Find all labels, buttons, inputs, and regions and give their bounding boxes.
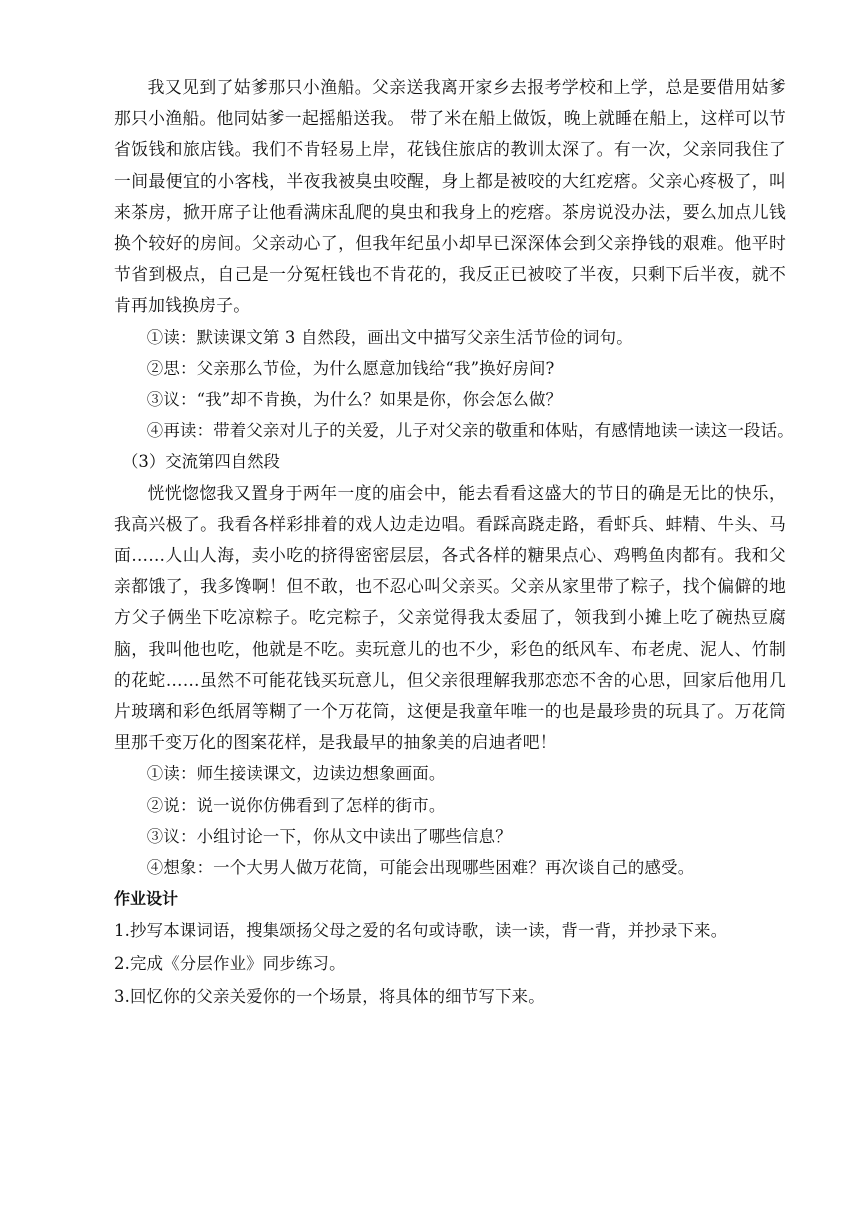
homework-item-1: 1.抄写本课词语，搜集颂扬父母之爱的名句或诗歌，读一读，背一背，并抄录下来。 bbox=[114, 921, 728, 941]
homework-item-3: 3.回忆你的父亲关爱你的一个场景，将具体的细节写下来。 bbox=[114, 987, 545, 1007]
section-heading-paragraph-four: （3）交流第四自然段 bbox=[122, 452, 280, 472]
task-imagine-2: ④想象：一个大男人做万花筒，可能会出现哪些困难？再次谈自己的感受。 bbox=[146, 858, 695, 878]
task-read-1: ①读：默读课文第 3 自然段，画出文中描写父亲生活节俭的词句。 bbox=[146, 327, 633, 347]
homework-item-2: 2.完成《分层作业》同步练习。 bbox=[114, 954, 346, 974]
paragraph-four: 恍恍惚惚我又置身于两年一度的庙会中，能去看看这盛大的节日的确是无比的快乐，我高兴极了。我看各样彩排着的戏人边走边唱。看踩高跷走路，看虾兵、蚌精、牛头、马面……人山人海，卖小吃的挤得密密层层，各式各样的糖果点心、鸡鸭鱼肉都有。我和父亲都饿了，我多馋啊！但不敢，也不忍心叫父亲买。父亲从家里带了粽子，找个偏僻的地方父子俩坐下吃凉粽子。吃完粽子，父亲觉得我太委屈了，领我到小摊上吃了碗热豆腐脑，我叫他也吃，他就是不吃。卖玩意儿的也不少，彩色的纸风车、布老虎、泥人、竹制的花蛇……虽然不可能花钱买玩意儿，但父亲很理解我那恋恋不舍的心思，回家后他用几片玻璃和彩色纸屑等糊了一个万花筒，这便是我童年唯一的也是最珍贵的玩具了。万花筒里那千变万化的图案花样，是我最早的抽象美的启迪者吧！ bbox=[114, 482, 786, 753]
task-discuss-1: ③议：“我”却不肯换，为什么？如果是你，你会怎么做？ bbox=[146, 390, 563, 410]
task-think-1: ②思：父亲那么节俭，为什么愿意加钱给“我”换好房间? bbox=[146, 358, 555, 378]
paragraph-three: 我又见到了姑爹那只小渔船。父亲送我离开家乡去报考学校和上学，总是要借用姑爹那只小渔船。他同姑爹一起摇船送我。 带了米在船上做饭，晚上就睡在船上，这样可以节省饭钱和旅店钱。我们不肯轻易上岸，花钱住旅店的教训太深了。有一次，父亲同我住了一间最便宜的小客栈，半夜我被臭虫咬醒，身上都是被咬的大红疙瘩。父亲心疼极了，叫来茶房，掀开席子让他看满床乱爬的臭虫和我身上的疙瘩。茶房说没办法，要么加点儿钱换个较好的房间。父亲动心了，但我年纪虽小却早已深深体会到父亲挣钱的艰难。他平时节省到极点，自己是一分冤枉钱也不肯花的，我反正已被咬了半夜，只剩下后半夜，就不肯再加钱换房子。 bbox=[114, 77, 786, 316]
task-discuss-2: ③议：小组讨论一下，你从文中读出了哪些信息？ bbox=[146, 826, 512, 846]
task-reread-1: ④再读：带着父亲对儿子的关爱，儿子对父亲的敬重和体贴，有感情地读一读这一段话。 bbox=[146, 421, 794, 441]
document-page bbox=[114, 72, 794, 1013]
task-read-2: ①读：师生接读课文，边读边想象画面。 bbox=[146, 764, 446, 784]
task-say-2: ②说：说一说你仿佛看到了怎样的街市。 bbox=[146, 795, 446, 815]
homework-title: 作业设计 bbox=[114, 889, 179, 909]
